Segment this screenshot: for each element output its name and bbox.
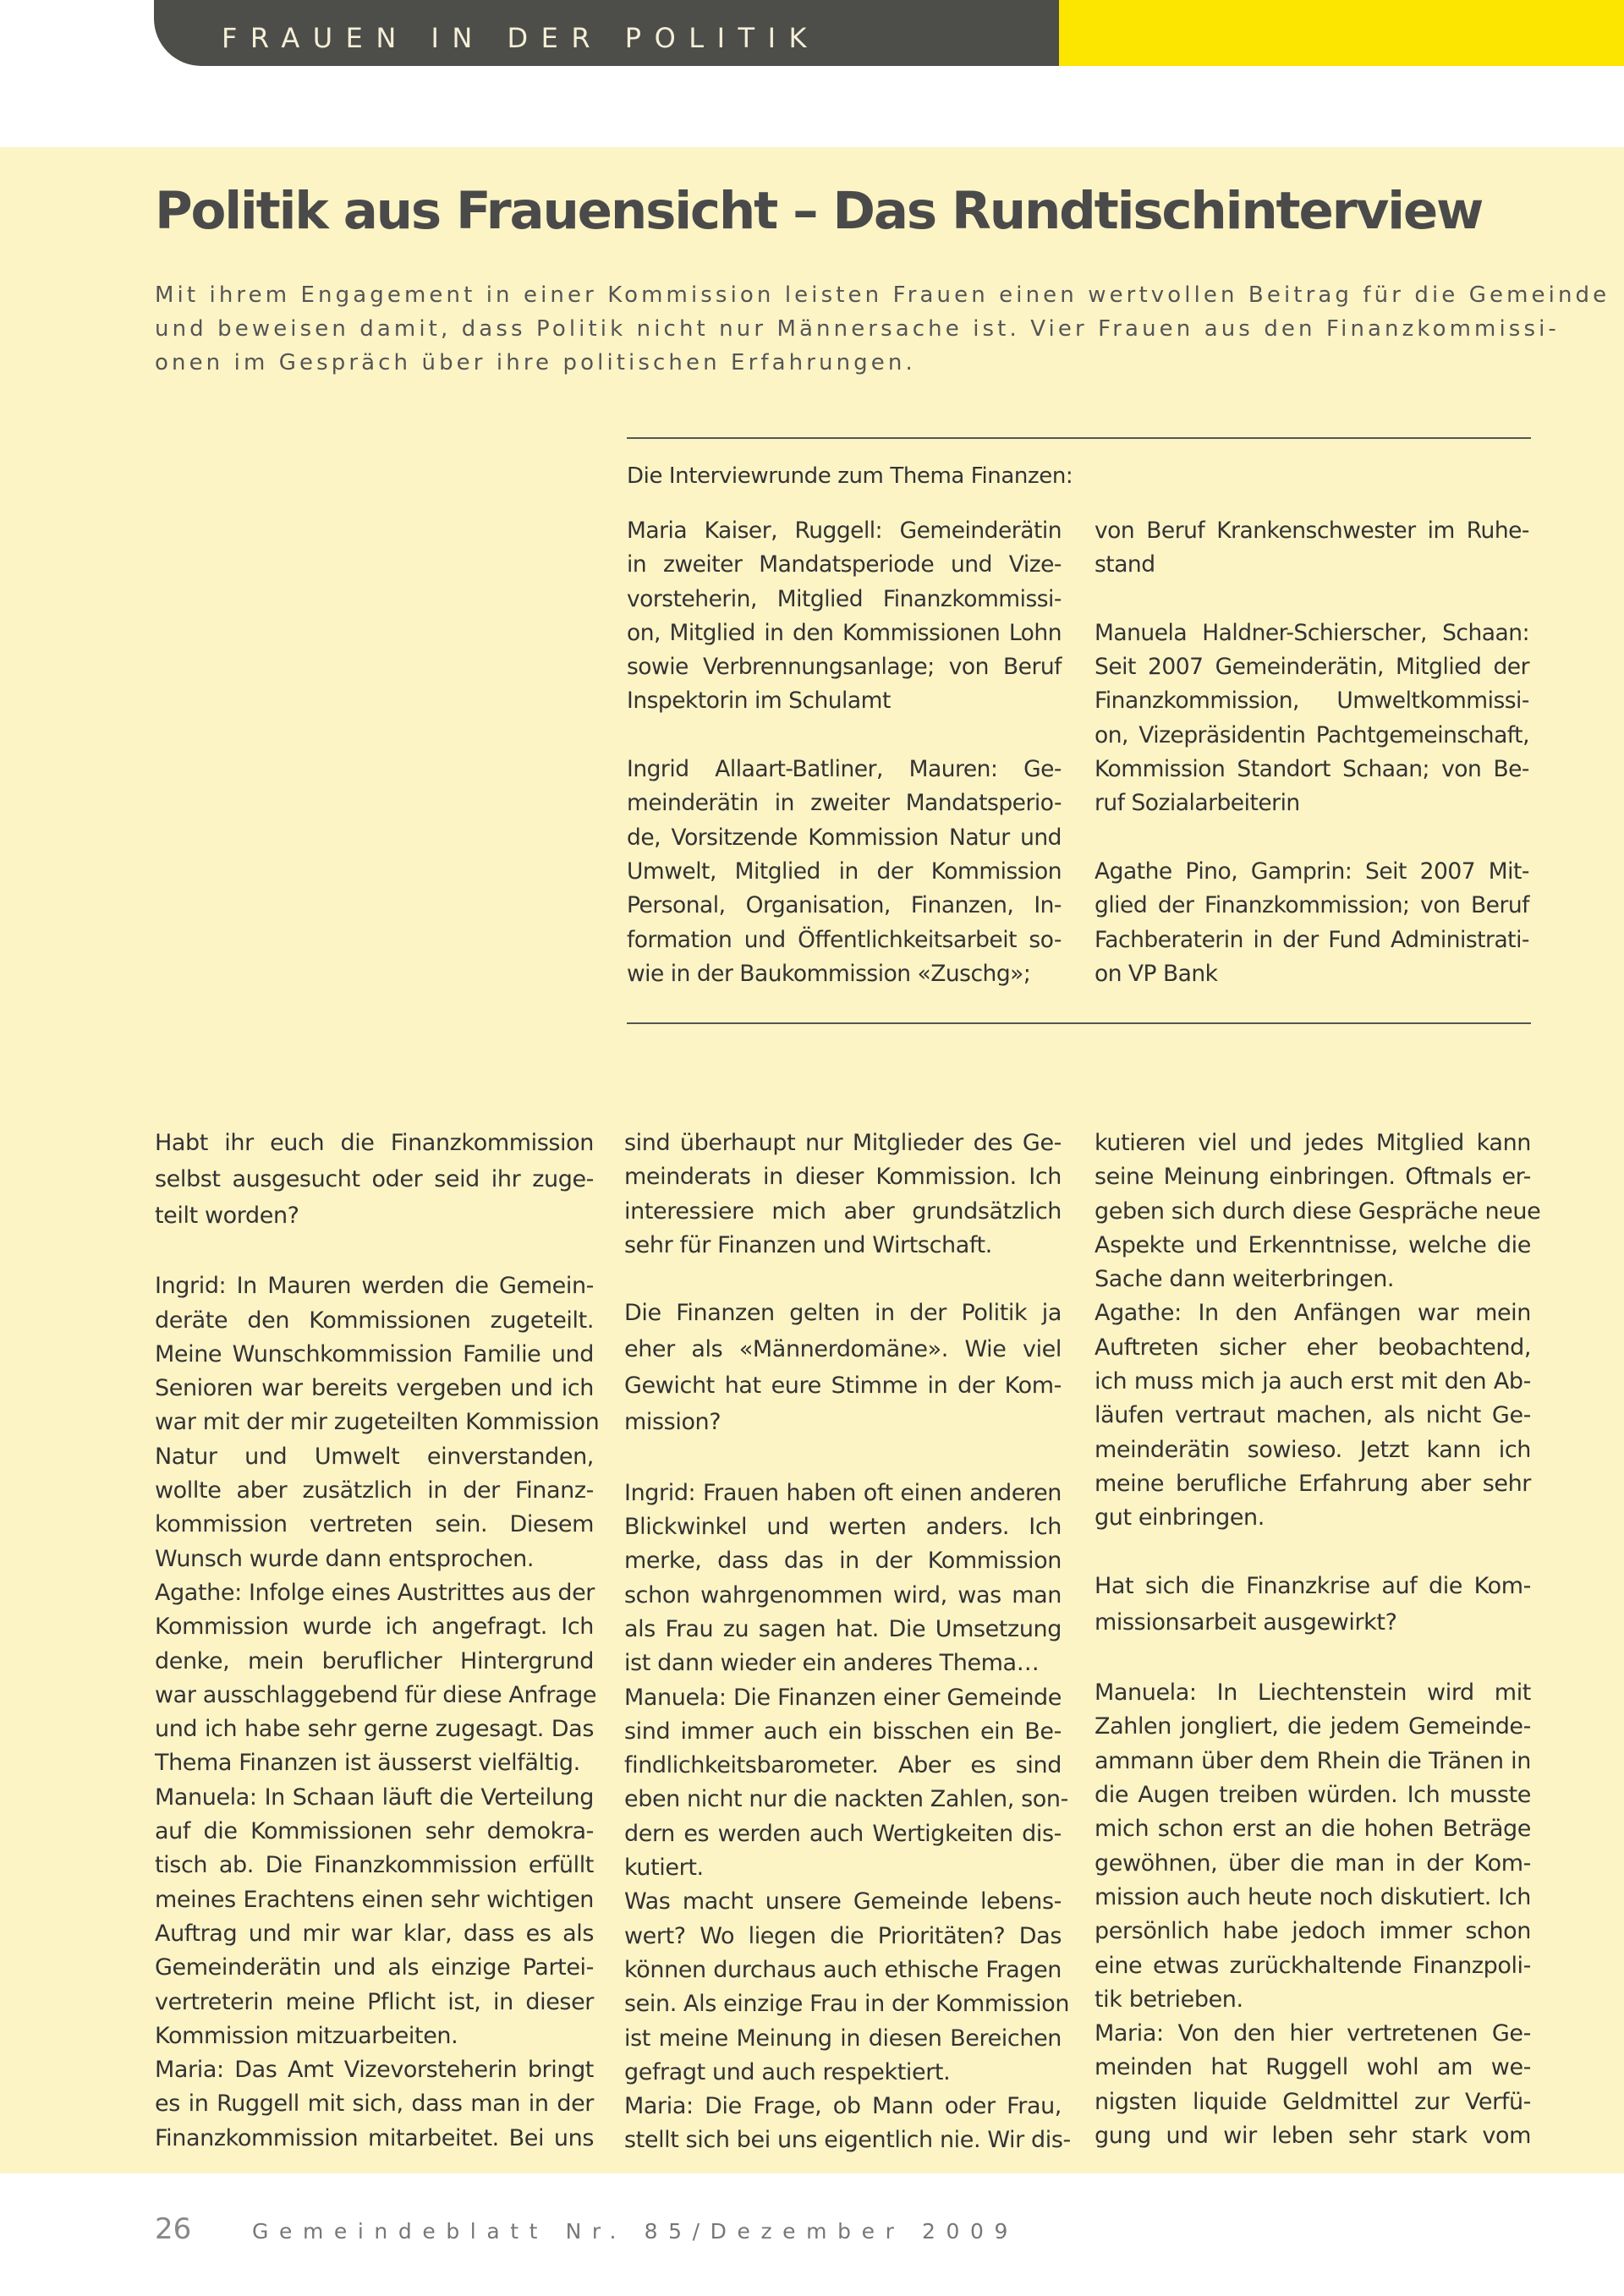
- text-line: und ich habe sehr gerne zugesagt. Das: [155, 1716, 594, 1743]
- text-line: Meine Wunschkommission Familie und: [155, 1340, 594, 1367]
- text-line: Senioren war bereits vergeben und ich: [155, 1375, 594, 1402]
- text-line: Personal, Organisation, Finanzen, In-: [627, 892, 1062, 919]
- text-line: eine etwas zurückhaltende Finanzpoli-: [1095, 1952, 1531, 1979]
- text-line: ruf Sozialarbeiterin: [1095, 790, 1300, 817]
- text-line: Aspekte und Erkenntnisse, welche die: [1095, 1231, 1531, 1258]
- text-line: Kommission wurde ich angefragt. Ich: [155, 1614, 594, 1641]
- text-line: meine berufliche Erfahrung aber sehr: [1095, 1470, 1531, 1497]
- text-line: on VP Bank: [1095, 960, 1218, 987]
- paragraph-gap: [624, 1263, 1062, 1296]
- text-line: Auftrag und mir war klar, dass es als: [155, 1920, 594, 1947]
- text-line: vorsteherin, Mitglied Finanzkommissi-: [627, 585, 1062, 612]
- text-line: Manuela: In Liechtenstein wird mit: [1095, 1680, 1531, 1707]
- text-line: von Beruf Krankenschwester im Ruhe-: [1095, 518, 1529, 544]
- text-line: Gemeinderätin und als einzige Partei-: [155, 1954, 594, 1981]
- text-line: Agathe: In den Anfängen war mein: [1095, 1300, 1531, 1327]
- text-line: formation und Öffentlichkeitsarbeit so-: [627, 926, 1062, 953]
- text-line: denke, mein beruflicher Hintergrund: [155, 1647, 594, 1674]
- text-line: gut einbringen.: [1095, 1504, 1265, 1532]
- text-line: meinderätin sowieso. Jetzt kann ich: [1095, 1436, 1531, 1463]
- interview-question-line: Hat sich die Finanzkrise auf die Kom-: [1095, 1572, 1531, 1599]
- interview-question-line: Die Finanzen gelten in der Politik ja: [624, 1300, 1062, 1327]
- text-line: Was macht unsere Gemeinde lebens-: [624, 1888, 1062, 1915]
- text-line: als Frau zu sagen hat. Die Umsetzung: [624, 1615, 1062, 1642]
- text-line: meinderats in dieser Kommission. Ich: [624, 1164, 1062, 1191]
- text-line: es in Ruggell mit sich, dass man in der: [155, 2091, 594, 2118]
- text-line: tisch ab. Die Finanzkommission erfüllt: [155, 1852, 594, 1879]
- text-line: Seit 2007 Gemeinderätin, Mitglied der: [1095, 654, 1529, 681]
- publication-footer: Gemeindeblatt Nr. 85/Dezember 2009: [252, 2219, 1019, 2244]
- paragraph-gap: [1095, 1642, 1531, 1676]
- text-line: glied der Finanzkommission; von Beruf: [1095, 892, 1529, 919]
- text-line: geben sich durch diese Gespräche neue: [1095, 1197, 1541, 1225]
- text-line: Finanzkommission mitarbeitet. Bei uns: [155, 2124, 594, 2151]
- text-line: kommission vertreten sein. Diesem: [155, 1511, 594, 1538]
- text-line: merke, dass das in der Kommission: [624, 1548, 1062, 1575]
- text-line: kutiert.: [624, 1855, 704, 1882]
- text-line: Blickwinkel und werten anders. Ich: [624, 1514, 1062, 1541]
- text-line: Auftreten sicher eher beobachtend,: [1095, 1334, 1531, 1361]
- text-line: auf die Kommissionen sehr demokra-: [155, 1818, 594, 1845]
- text-line: Ingrid: In Mauren werden die Gemein-: [155, 1273, 594, 1300]
- text-line: wie in der Baukommission «Zuschg»;: [627, 960, 1031, 987]
- interview-question-line: Habt ihr euch die Finanzkommission: [155, 1130, 594, 1156]
- text-line: wollte aber zusätzlich in der Finanz-: [155, 1477, 594, 1504]
- text-line: gefragt und auch respektiert.: [624, 2058, 951, 2085]
- text-line: Maria: Von den hier vertretenen Ge-: [1095, 2020, 1531, 2047]
- text-line: stand: [1095, 551, 1155, 578]
- article-column-3: [1095, 1126, 1541, 2153]
- text-line: können durchaus auch ethische Fragen: [624, 1956, 1062, 1983]
- interview-question-line: mission?: [624, 1409, 721, 1436]
- text-line: Maria Kaiser, Ruggell: Gemeinderätin: [627, 518, 1062, 544]
- paragraph-gap: [1095, 821, 1529, 855]
- info-box-column-2: [1095, 514, 1529, 991]
- text-line: on, Mitglied in den Kommissionen Lohn: [627, 619, 1062, 646]
- text-line: sowie Verbrennungsanlage; von Beruf: [627, 654, 1062, 681]
- text-line: ammann über dem Rhein die Tränen in: [1095, 1747, 1531, 1774]
- paragraph-gap: [1095, 583, 1529, 616]
- info-box-heading: Die Interviewrunde zum Thema Finanzen:: [627, 463, 1073, 489]
- text-line: Ingrid: Frauen haben oft einen anderen: [624, 1479, 1062, 1506]
- paragraph-gap: [624, 1442, 1062, 1476]
- paragraph-gap: [155, 1236, 594, 1269]
- text-line: gewöhnen, über die man in der Kom-: [1095, 1849, 1531, 1877]
- text-line: Maria: Die Frage, ob Mann oder Frau,: [624, 2093, 1062, 2120]
- info-box-top-rule: [627, 437, 1531, 439]
- paragraph-gap: [1095, 1536, 1531, 1570]
- text-line: on, Vizepräsidentin Pachtgemeinschaft,: [1095, 721, 1529, 748]
- text-line: Manuela: Die Finanzen einer Gemeinde: [624, 1684, 1062, 1711]
- text-line: interessiere mich aber grundsätzlich: [624, 1197, 1062, 1225]
- text-line: nigsten liquide Geldmittel zur Verfü-: [1095, 2088, 1531, 2115]
- interview-question-line: selbst ausgesucht oder seid ihr zuge-: [155, 1166, 594, 1192]
- text-line: Zahlen jongliert, die jedem Gemeinde-: [1095, 1713, 1531, 1740]
- text-line: Agathe: Infolge eines Austrittes aus der: [155, 1579, 595, 1606]
- lead-line: Mit ihrem Engagement in einer Kommission leisten Frauen einen wertvollen Beitrag für die Gemeinde: [155, 282, 1610, 308]
- text-line: ich muss mich ja auch erst mit den Ab-: [1095, 1368, 1531, 1395]
- text-line: Sache dann weiterbringen.: [1095, 1266, 1395, 1293]
- article-lead: [155, 278, 1610, 380]
- text-line: Ingrid Allaart-Batliner, Mauren: Ge-: [627, 756, 1062, 783]
- text-line: eben nicht nur die nackten Zahlen, son-: [624, 1786, 1068, 1813]
- text-line: war mit der mir zugeteilten Kommission: [155, 1409, 600, 1436]
- text-line: ist meine Meinung in diesen Bereichen: [624, 2025, 1062, 2052]
- interview-question-line: Gewicht hat eure Stimme in der Kom-: [624, 1373, 1062, 1400]
- text-line: dern es werden auch Wertigkeiten dis-: [624, 1820, 1062, 1847]
- text-line: Thema Finanzen ist äusserst vielfältig.: [155, 1750, 580, 1777]
- text-line: findlichkeitsbarometer. Aber es sind: [624, 1752, 1062, 1779]
- text-line: meinderätin in zweiter Mandatsperio-: [627, 790, 1062, 817]
- text-line: gung und wir leben sehr stark vom: [1095, 2123, 1531, 2150]
- lead-line: und beweisen damit, dass Politik nicht nur Männersache ist. Vier Frauen aus den Finanzkommissi-: [155, 316, 1560, 342]
- text-line: läufen vertraut machen, als nicht Ge-: [1095, 1402, 1531, 1429]
- text-line: sind immer auch ein bisschen ein Be-: [624, 1718, 1062, 1745]
- article-column-1: [155, 1126, 600, 2156]
- article-headline: Politik aus Frauensicht – Das Rundtischinterview: [155, 181, 1483, 241]
- text-line: de, Vorsitzende Kommission Natur und: [627, 824, 1062, 851]
- interview-question-line: missionsarbeit ausgewirkt?: [1095, 1608, 1397, 1636]
- text-line: Agathe Pino, Gamprin: Seit 2007 Mit-: [1095, 858, 1529, 885]
- info-box-bottom-rule: [627, 1022, 1531, 1024]
- text-line: sein. Als einzige Frau in der Kommission: [624, 1991, 1070, 2018]
- text-line: tik betrieben.: [1095, 1986, 1243, 2013]
- text-line: mich schon erst an die hohen Beträge: [1095, 1816, 1531, 1843]
- text-line: Umwelt, Mitglied in der Kommission: [627, 858, 1062, 885]
- text-line: sehr für Finanzen und Wirtschaft.: [624, 1231, 992, 1258]
- header-accent-bar: [1059, 0, 1624, 66]
- lead-line: onen im Gespräch über ihre politischen Erfahrungen.: [155, 350, 916, 375]
- text-line: Kommission mitzuarbeiten.: [155, 2022, 458, 2049]
- text-line: wert? Wo liegen die Prioritäten? Das: [624, 1922, 1062, 1949]
- text-line: Finanzkommission, Umweltkommissi-: [1095, 688, 1529, 715]
- text-line: Inspektorin im Schulamt: [627, 688, 891, 715]
- text-line: sind überhaupt nur Mitglieder des Ge-: [624, 1130, 1062, 1156]
- text-line: Manuela: In Schaan läuft die Verteilung: [155, 1784, 594, 1811]
- text-line: kutieren viel und jedes Mitglied kann: [1095, 1130, 1531, 1156]
- interview-question-line: eher als «Männerdomäne». Wie viel: [624, 1336, 1062, 1363]
- text-line: Manuela Haldner-Schierscher, Schaan:: [1095, 619, 1529, 646]
- text-line: in zweiter Mandatsperiode und Vize-: [627, 551, 1062, 578]
- section-title: FRAUEN IN DER POLITIK: [222, 22, 820, 54]
- text-line: die Augen treiben würden. Ich musste: [1095, 1782, 1531, 1809]
- text-line: seine Meinung einbringen. Oftmals er-: [1095, 1164, 1531, 1191]
- page-number: 26: [155, 2212, 192, 2246]
- text-line: Maria: Das Amt Vizevorsteherin bringt: [155, 2057, 594, 2084]
- text-line: meines Erachtens einen sehr wichtigen: [155, 1886, 594, 1913]
- text-line: Wunsch wurde dann entsprochen.: [155, 1545, 535, 1572]
- text-line: schon wahrgenommen wird, was man: [624, 1581, 1062, 1608]
- article-column-2: [624, 1126, 1071, 2158]
- text-line: Fachberaterin in der Fund Administrati-: [1095, 926, 1529, 953]
- text-line: Kommission Standort Schaan; von Be-: [1095, 756, 1529, 783]
- text-line: war ausschlaggebend für diese Anfrage: [155, 1681, 597, 1708]
- text-line: ist dann wieder ein anderes Thema…: [624, 1650, 1040, 1677]
- text-line: deräte den Kommissionen zugeteilt.: [155, 1307, 594, 1334]
- info-box-column-1: [627, 514, 1062, 991]
- text-line: mission auch heute noch diskutiert. Ich: [1095, 1883, 1531, 1910]
- text-line: Natur und Umwelt einverstanden,: [155, 1443, 594, 1470]
- interview-question-line: teilt worden?: [155, 1203, 299, 1229]
- text-line: stellt sich bei uns eigentlich nie. Wir dis-: [624, 2127, 1071, 2154]
- text-line: persönlich habe jedoch immer schon: [1095, 1918, 1531, 1945]
- paragraph-gap: [627, 719, 1062, 753]
- text-line: vertreterin meine Pflicht ist, in dieser: [155, 1988, 594, 2015]
- text-line: meinden hat Ruggell wohl am we-: [1095, 2054, 1531, 2081]
